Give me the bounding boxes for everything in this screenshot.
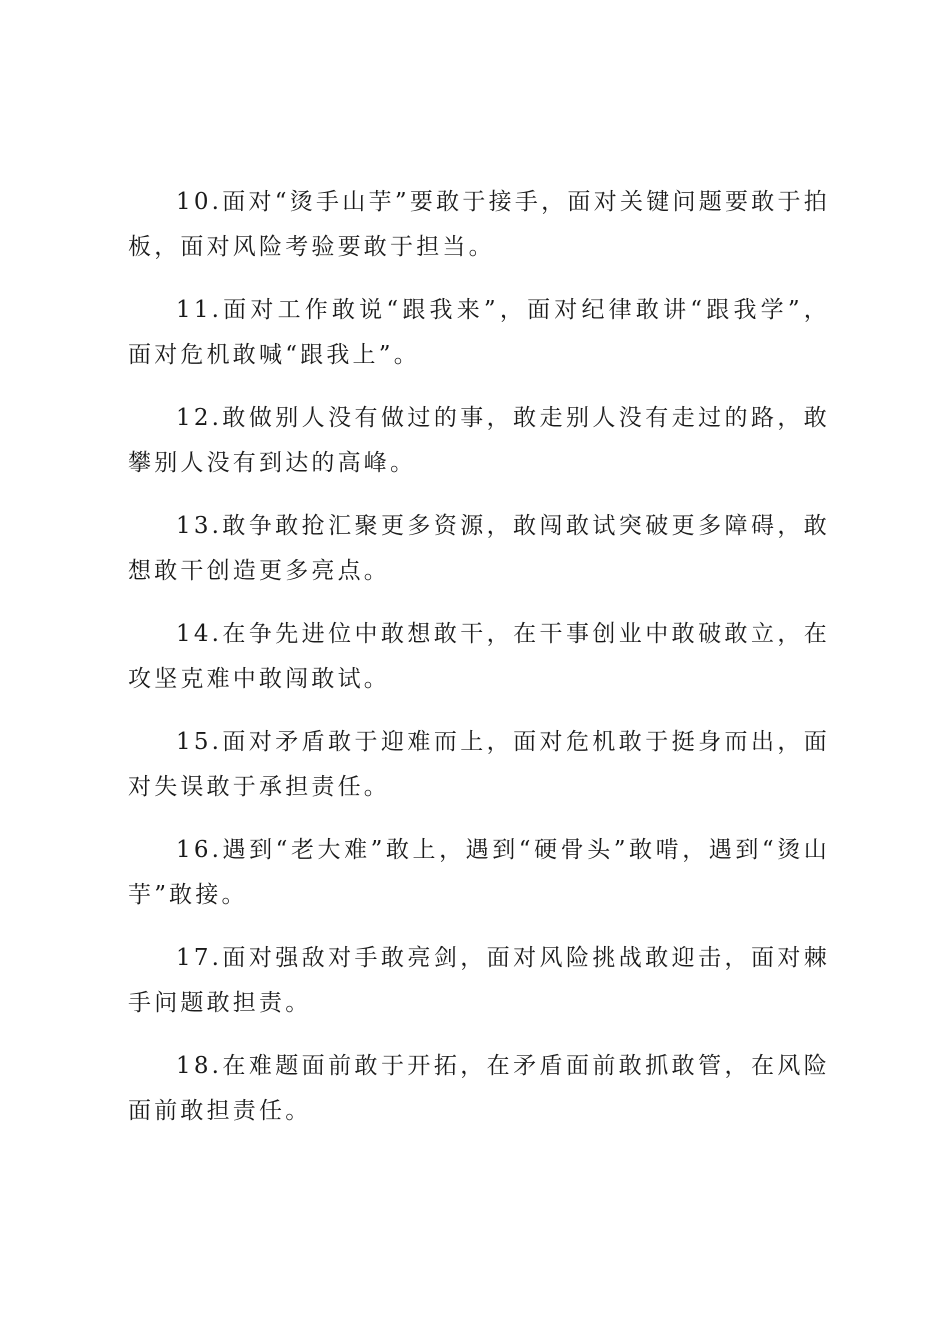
paragraph-13: 13.敢争敢抢汇聚更多资源，敢闯敢试突破更多障碍，敢想敢干创造更多亮点。 xyxy=(128,513,830,584)
paragraph-15: 15.面对矛盾敢于迎难而上，面对危机敢于挺身而出，面对失误敢于承担责任。 xyxy=(128,729,830,800)
document-body xyxy=(128,180,830,1152)
paragraph-11: 11.面对工作敢说“跟我来”，面对纪律敢讲“跟我学”，面对危机敢喊“跟我上”。 xyxy=(128,297,830,368)
paragraph-14: 14.在争先进位中敢想敢干，在干事创业中敢破敢立，在攻坚克难中敢闯敢试。 xyxy=(128,621,830,692)
paragraph-18: 18.在难题面前敢于开拓，在矛盾面前敢抓敢管，在风险面前敢担责任。 xyxy=(128,1053,830,1124)
paragraph-12: 12.敢做别人没有做过的事，敢走别人没有走过的路，敢攀别人没有到达的高峰。 xyxy=(128,405,830,476)
paragraph-16: 16.遇到“老大难”敢上，遇到“硬骨头”敢啃，遇到“烫山芋”敢接。 xyxy=(128,837,830,908)
paragraph-17: 17.面对强敌对手敢亮剑，面对风险挑战敢迎击，面对棘手问题敢担责。 xyxy=(128,945,830,1016)
paragraph-10: 10.面对“烫手山芋”要敢于接手，面对关键问题要敢于拍板，面对风险考验要敢于担当。 xyxy=(128,189,830,260)
